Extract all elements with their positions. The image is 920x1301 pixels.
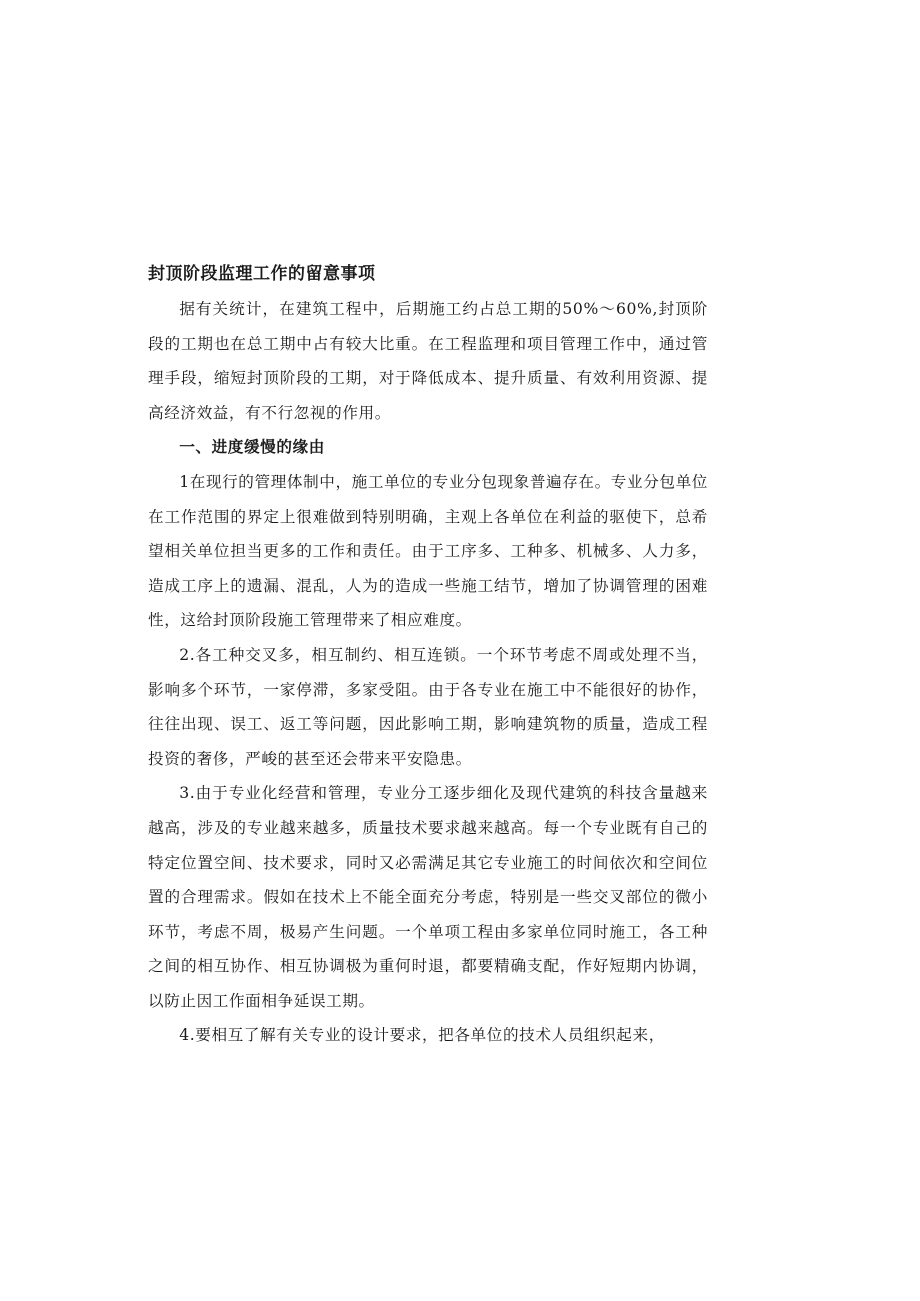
document-title: 封顶阶段监理工作的留意事项 <box>148 264 376 284</box>
section-heading: 一、进度缓慢的缘由 <box>179 438 325 457</box>
paragraph-4: 4.要相互了解有关专业的设计要求，把各单位的技术人员组织起来， <box>179 1026 665 1045</box>
paragraph-2: 2.各工种交叉多，相互制约、相互连锁。一个环节考虑不周或处理不当，影响多个环节，一家停滞，多家受阻。由于各专业在施工中不能很好的协作，往往出现、误工、返工等问题，因此影响工期，影响建筑物的质量，造成工程投资的奢侈，严峻的甚至还会带来平安隐患。 <box>148 645 708 768</box>
intro-paragraph: 据有关统计，在建筑工程中，后期施工约占总工期的50%～60%,封顶阶段的工期也在总工期中占有较大比重。在工程监理和项目管理工作中，通过管理手段，缩短封顶阶段的工期，对于降低成本、提升质量、有效利用资源、提高经济效益，有不行忽视的作用。 <box>148 300 708 422</box>
document-body <box>148 262 708 1053</box>
paragraph-1: 1在现行的管理体制中，施工单位的专业分包现象普遍存在。专业分包单位在工作范围的界定上很难做到特别明确，主观上各单位在利益的驱使下，总希望相关单位担当更多的工作和责任。由于工序多、工种多、机械多、人力多，造成工序上的遗漏、混乱，人为的造成一些施工结节，增加了协调管理的困难性，这给封顶阶段施工管理带来了相应难度。 <box>148 472 708 630</box>
paragraph-3: 3.由于专业化经营和管理，专业分工逐步细化及现代建筑的科技含量越来越高，涉及的专业越来越多，质量技术要求越来越高。每一个专业既有自己的特定位置空间、技术要求，同时又必需满足其它专业施工的时间依次和空间位置的合理需求。假如在技术上不能全面充分考虑，特别是一些交叉部位的微小环节，考虑不周，极易产生问题。一个单项工程由多家单位同时施工，各工种之间的相互协作、相互协调极为重何时退，都要精确支配，作好短期内协调，以防止因工作面相争延误工期。 <box>148 784 708 1010</box>
